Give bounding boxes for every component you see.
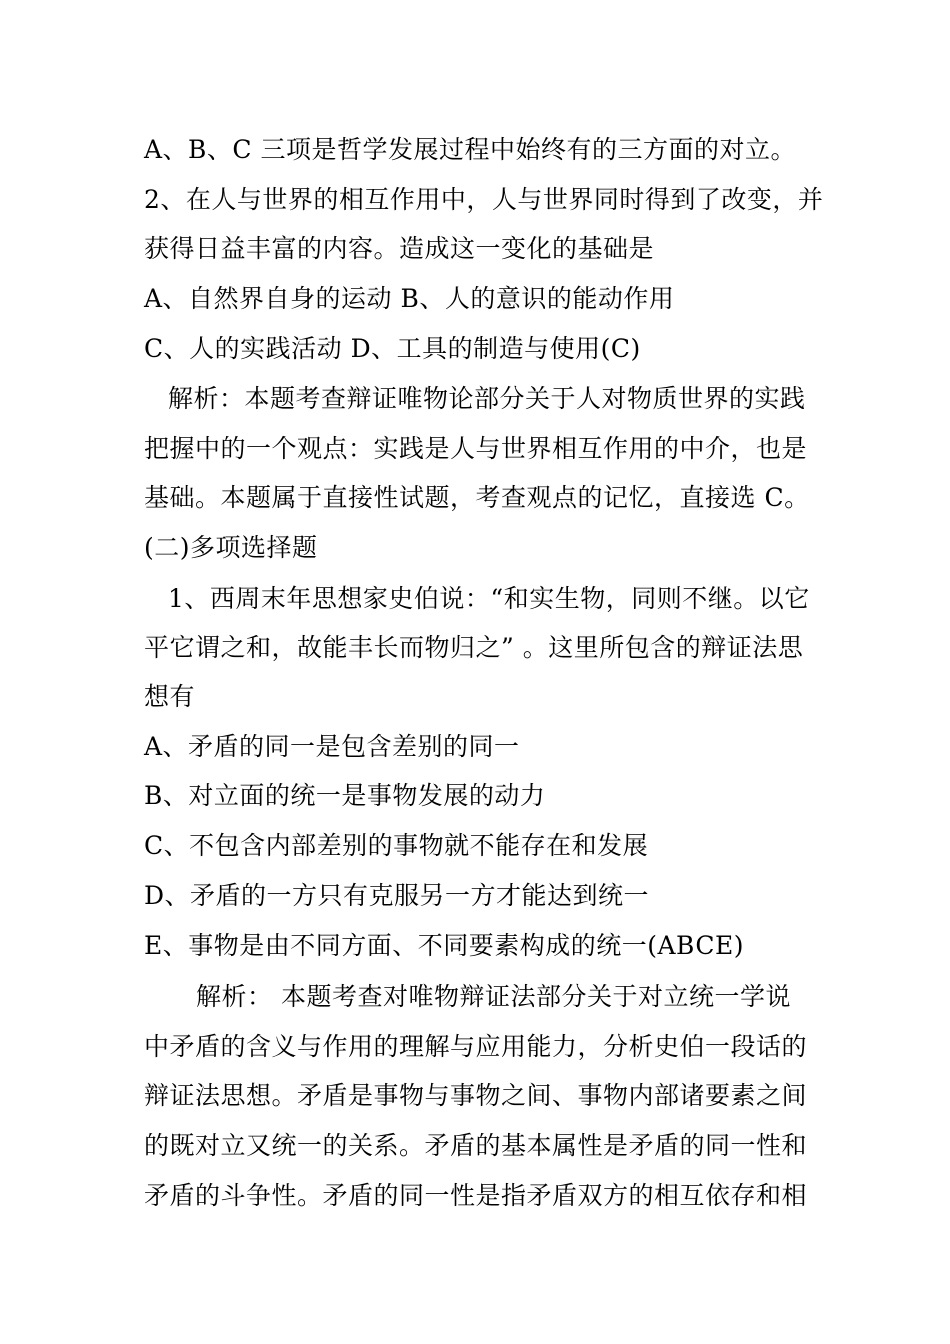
text-line: A、B、C 三项是哲学发展过程中始终有的三方面的对立。	[144, 135, 797, 164]
text-line: 的既对立又统一的关系。矛盾的基本属性是矛盾的同一性和	[144, 1131, 808, 1160]
option-line: A、矛盾的同一是包含差别的同一	[144, 732, 520, 761]
text-line: 基础。本题属于直接性试题，考查观点的记忆，直接选 C。	[144, 483, 810, 512]
option-line: C、不包含内部差别的事物就不能存在和发展	[144, 831, 649, 860]
text-line: 想有	[144, 682, 196, 711]
option-line: D、矛盾的一方只有克服另一方才能达到统一	[144, 881, 650, 910]
text-line: 把握中的一个观点：实践是人与世界相互作用的中介，也是	[144, 434, 808, 463]
text-line: 解析： 本题考查对唯物辩证法部分关于对立统一学说	[196, 982, 791, 1011]
text-line: C、人的实践活动 D、工具的制造与使用(C)	[144, 334, 641, 363]
text-line: 获得日益丰富的内容。造成这一变化的基础是	[144, 234, 655, 263]
text-line: 解析：本题考查辩证唯物论部分关于人对物质世界的实践	[168, 384, 806, 413]
option-line: B、对立面的统一是事物发展的动力	[144, 781, 546, 810]
text-line: 1、西周末年思想家史伯说：“和实生物，同则不继。以它	[168, 584, 810, 613]
text-line: 2、在人与世界的相互作用中，人与世界同时得到了改变，并	[144, 185, 824, 214]
text-line: 辩证法思想。矛盾是事物与事物之间、事物内部诸要素之间	[144, 1081, 808, 1110]
text-line: 中矛盾的含义与作用的理解与应用能力，分析史伯一段话的	[144, 1032, 808, 1061]
text-line: 矛盾的斗争性。矛盾的同一性是指矛盾双方的相互依存和相	[144, 1181, 808, 1210]
text-line: A、自然界自身的运动 B、人的意识的能动作用	[144, 284, 675, 313]
text-line: 平它谓之和，故能丰长而物归之” 。这里所包含的辩证法思	[144, 633, 804, 662]
section-heading: (二)多项选择题	[144, 533, 318, 562]
option-line: E、事物是由不同方面、不同要素构成的统一(ABCE)	[144, 931, 745, 960]
